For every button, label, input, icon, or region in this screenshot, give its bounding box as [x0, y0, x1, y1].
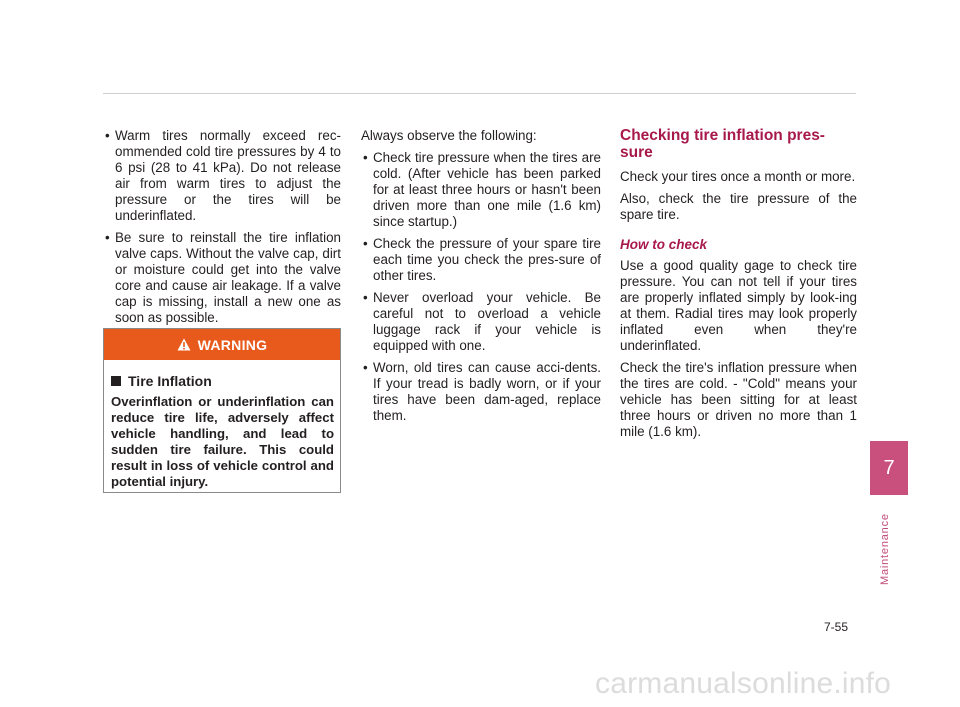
warning-triangle-icon [177, 338, 191, 351]
list-item: • Warm tires normally exceed rec-ommended cold tire pressures by 4 to 6 psi (28 to 41 kPa). Do not release air from warm tires to adjust the pressure or the tires will be underinflated. [103, 128, 341, 224]
square-bullet-icon [111, 376, 121, 386]
warning-label: WARNING [197, 336, 268, 353]
warning-title-text: Tire Inflation [128, 373, 212, 389]
chapter-tab: 7 [870, 441, 908, 495]
warning-body: Overinflation or underinflation can reduce tire life, adversely affect vehicle handling, and lead to sudden tire failure. This could result in loss of vehicle control and potential injury. [111, 394, 334, 489]
list-item: • Check the pressure of your spare tire each time you check the pres-sure of other tires. [361, 236, 601, 284]
warning-header [104, 329, 340, 360]
column-1 [103, 128, 341, 332]
chapter-label: Maintenance [879, 513, 891, 585]
list-item: • Be sure to reinstall the tire inflation valve caps. Without the valve cap, dirt or moisture could get into the valve core and cause air leakage. If a valve cap is missing, install a new one as soon as possible. [103, 230, 341, 326]
column-3 [620, 125, 857, 446]
list-item: • Check tire pressure when the tires are cold. (After vehicle has been parked for at least three hours or hasn't been driven more than one mile (1.6 km) since startup.) [361, 150, 601, 230]
column-2-intro: Always observe the following: [361, 128, 537, 143]
warning-box [103, 328, 341, 493]
header-rule [103, 93, 856, 94]
page-number: 7-55 [824, 620, 849, 634]
warning-title [111, 373, 340, 389]
subheading: How to check [620, 237, 708, 252]
watermark: carmanualsonline.info [595, 667, 892, 700]
column-2 [361, 128, 601, 430]
paragraph: Check your tires once a month or more. [620, 169, 856, 184]
tire-tips-list [103, 128, 341, 326]
list-item: • Worn, old tires can cause acci-dents. If your tread is badly worn, or if your tires have been dam-aged, replace them. [361, 360, 601, 424]
paragraph: Use a good quality gage to check tire pressure. You can not tell if your tires are properly inflated simply by look-ing at them. Radial tires may look properly inflated even when they're underinflated. [620, 258, 857, 353]
observe-list [361, 150, 601, 424]
paragraph: Check the tire's inflation pressure when the tires are cold. - "Cold" means your vehicle has been sitting for at least three hours or driven no more than 1 mile (1.6 km). [620, 360, 857, 439]
section-heading: Checking tire inflation pres-sure [620, 127, 825, 161]
paragraph: Also, check the tire pressure of the spare tire. [620, 191, 857, 222]
list-item: • Never overload your vehicle. Be careful not to overload a vehicle luggage rack if your vehicle is equipped with one. [361, 290, 601, 354]
